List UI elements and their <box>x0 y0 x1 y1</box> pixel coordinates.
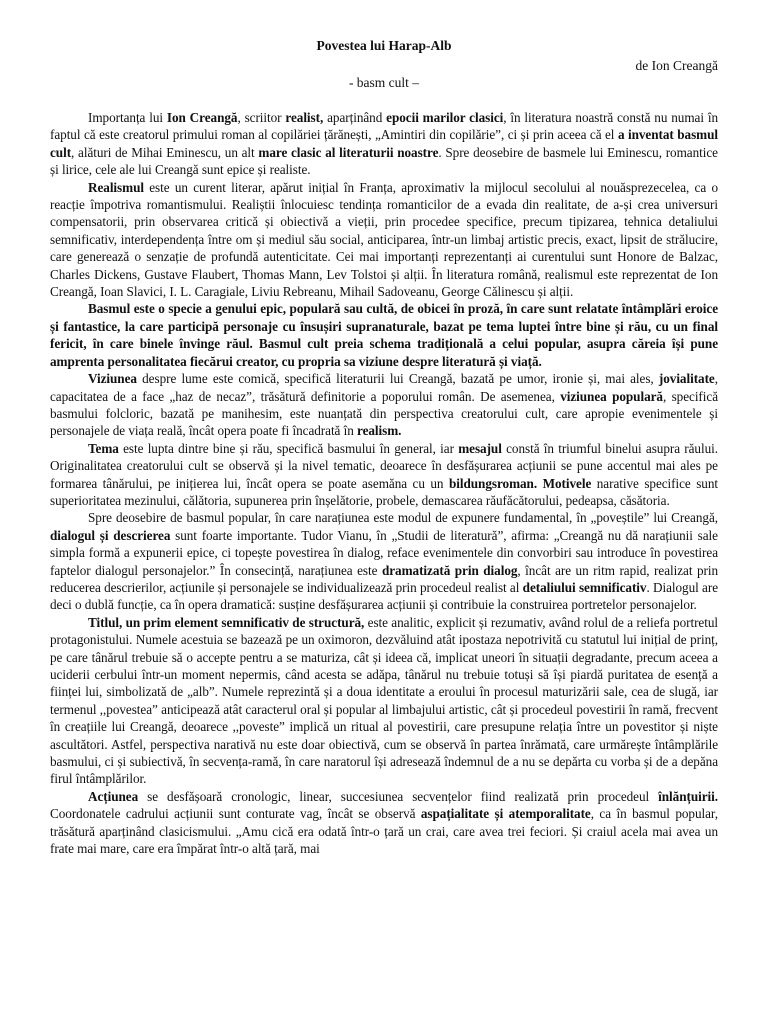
text-run: , scriitor <box>237 110 286 125</box>
bold-run: viziunea populară <box>560 388 663 404</box>
paragraph-action <box>50 788 718 858</box>
bold-run: mare clasic al literaturii noastre <box>258 144 439 160</box>
bold-run: Viziunea <box>88 371 137 387</box>
bold-run: epocii marilor clasici <box>386 110 504 125</box>
document-title: Povestea lui Harap-Alb <box>316 38 452 53</box>
text-run: este lupta dintre bine și rău, specifică basmului în general, iar <box>118 440 459 456</box>
bold-run: realism. <box>357 423 402 439</box>
text-run: , capacitatea de a face „haz de necaz”, trăsătură definitorie a poporului român. De asemenea, <box>50 371 718 404</box>
bold-run: înlănțuirii. <box>658 788 718 804</box>
document-body <box>50 109 718 857</box>
bold-run: Acțiunea <box>88 788 139 804</box>
paragraph-vision <box>50 370 718 440</box>
bold-run: mesajul <box>458 440 502 456</box>
document-subtitle: - basm cult – <box>348 75 420 90</box>
bold-run: Realismul <box>88 179 144 195</box>
text-run: este un curent literar, apărut inițial în Franța, aproximativ la mijlocul secolului al nouăsprezecelea, ca o reacție împotriva romantismului. Realiștii înlocuiesc tendința romanticilor de a evada din realitate, de a-și crea universuri compensatorii, prin observarea critică și obiectivă a vieții, prin procedee specifice, precum tipizarea, tehnica detaliului semnificativ, interdependența între om și mediul său social, anticiparea, într-un limbaj artistic precis, exact, lipsit de strălucire, care generează o senzație de profundă autenticitate. Cei mai importanți reprezentanți ai curentului sunt Honore de Balzac, Charles Dickens, Gustave Flaubert, Thomas Mann, Lev Tolstoi și alții. În literatura română, realismul este reprezentat de Ion Creangă, Ioan Slavici, I. L. Caragiale, Liviu Rebreanu, Mihail Sadoveanu, George Călinescu și alții. <box>50 179 718 300</box>
text-run: se desfășoară cronologic, linear, succesiunea secvențelor fiind realizată prin procedeul <box>138 788 659 804</box>
text-run: Coordonatele cadrului acțiunii sunt conturate vag, încât se observă <box>50 806 421 822</box>
text-run: , alături de Mihai Eminescu, un alt <box>71 144 259 160</box>
bold-run: a inventat basmul cult <box>50 127 718 160</box>
bold-run: Motivele <box>542 475 592 491</box>
text-run: , în literatura noastră constă nu numai în faptul că este creatorul primului roman al copilăriei țărănești, „Amintiri din copilărie”, ci și prin aceea că el <box>50 110 718 143</box>
paragraph-dialogue <box>50 509 718 613</box>
text-run: constă în triumful binelui asupra răului. Originalitatea creatorului cult se observă și la nivel tematic, deoarece în desfășurarea acțiunii se pune accentul mai ales pe formarea tânărului, pe inițierea lui, încât opera se poate asemăna cu un <box>50 440 718 491</box>
text-run: aparținând <box>323 110 387 125</box>
bold-run: Tema <box>88 440 119 456</box>
bold-run: realist, <box>285 110 324 125</box>
bold-run: jovialitate <box>658 371 715 387</box>
text-run: este analitic, explicit și rezumativ, având rolul de a reliefa portretul protagonistului. Numele acestuia se bazează pe un oximoron, dezvăluind atât ipostaza nepotrivită cu statutul lui inițial de prinț, pe care tânărul trebuie să o accepte pentru a se maturiza, cât și ideea că, implicat uneori în situații degradante, precum aceea a uciderii cerbului într-un moment nepermis, când acesta se adăpa, tânărul nu trebuie totuși să își piardă puritatea de esență a ființei lui, simbolizată de „alb”. Numele reprezintă și a doua identitate a eroului în procesul maturizării sale, cea de slugă, iar termenul ,,povestea” anticipează atât caracterul oral și popular al limbajului artistic, cât și procedeul povestirii în ramă, frecvent în creațiile lui Creangă, deoarece ,,poveste” implică un ritual al povestirii, care presupune relația între un povestitor și niște ascultători. Astfel, perspectiva narativă nu este doar obiectivă, cum se observă în partea înrămată, care urmărește întâmplările basmului, ci și subiectivă, în secvența-ramă, în care naratorul își adresează îndemnul de a nu se depărta cu vorba și de a depăna firul întâmplărilor. <box>50 614 718 787</box>
bold-run: dramatizată prin dialog <box>381 562 518 578</box>
text-run: , specifică basmului folcloric, bazată pe manihesim, este nuanțată din perspectiva creatorului cult, care apropie evenimentele și personajele de viața reală, încât opera poate fi încadrată în <box>50 388 718 439</box>
document-author: de Ion Creangă <box>635 58 718 73</box>
bold-run: dialogul și descrierea <box>50 527 171 543</box>
bold-run: bildungsroman. <box>448 475 538 491</box>
bold-run: Ion Creangă <box>166 110 238 125</box>
text-run: . Dialogul are deci o dublă funcție, ca în opera dramatică: susține desfășurarea acțiunii și contribuie la construirea portretelor personajelor. <box>50 579 718 613</box>
text-run: . Spre deosebire de basmele lui Eminescu, romantice și lirice, cele ale lui Creangă sunt epice și realiste. <box>50 144 718 178</box>
text-run: , încât are un ritm rapid, realizat prin reducerea descrierilor, acțiunile și personajele se individualizează prin procedeul realist al <box>50 562 719 595</box>
text-run: Spre deosebire de basmul popular, în care narațiunea este modul de expunere fundamental, în „poveștile” lui Creangă, <box>88 510 718 526</box>
bold-run: Basmul este o specie a genului epic, populară sau cultă, de obicei în proză, în care sunt relatate întâmplări eroice și fantastice, la care participă personaje cu însușiri supranaturale, bazat pe tema luptei între bine și rău, cu un final fericit, în care binele învinge răul. Basmul cult preia schema tradițională a celui popular, asupra căreia își pune amprenta personalitatea fiecărui creator, cu propria sa viziune despre literatură și viață. <box>50 301 718 369</box>
text-run: Importanța lui <box>88 110 167 125</box>
bold-run: Titlul, un prim element semnificativ de structură, <box>88 614 365 630</box>
text-run: narative specifice sunt superioritatea mezinului, călătoria, supunerea prin înșelătorie, probele, demascarea răufăcătorului, pedeapsa, căsătoria. <box>50 475 719 508</box>
bold-run: aspațialitate și atemporalitate <box>420 806 591 822</box>
paragraph-realism <box>50 179 718 301</box>
text-run: , ca în basmul popular, trăsătură aparținând clasicismului. „Amu cică era odată într-o țară un crai, care avea trei feciori. Și craiul acela mai avea un frate mai mare, care era împărat într-o altă țară, mai <box>50 806 718 857</box>
paragraph-importance <box>50 109 718 179</box>
text-run: despre lume este comică, specifică literaturii lui Creangă, bazată pe umor, ironie și, mai ales, <box>136 371 659 387</box>
bold-run: detaliului semnificativ <box>522 579 647 595</box>
paragraph-fairytale-definition <box>50 300 718 370</box>
paragraph-theme <box>50 440 718 510</box>
text-run: sunt foarte importante. Tudor Vianu, în „Studii de literatură”, afirma: „Creangă nu dă narațiunii sale simpla formă a expunerii epice, ci topește povestirea în dialog, reface evenimentele din convorbiri sau introduce în povestirea faptelor dialogul personajelor.” În consecință, narațiunea este <box>50 527 718 578</box>
paragraph-title <box>50 614 718 788</box>
